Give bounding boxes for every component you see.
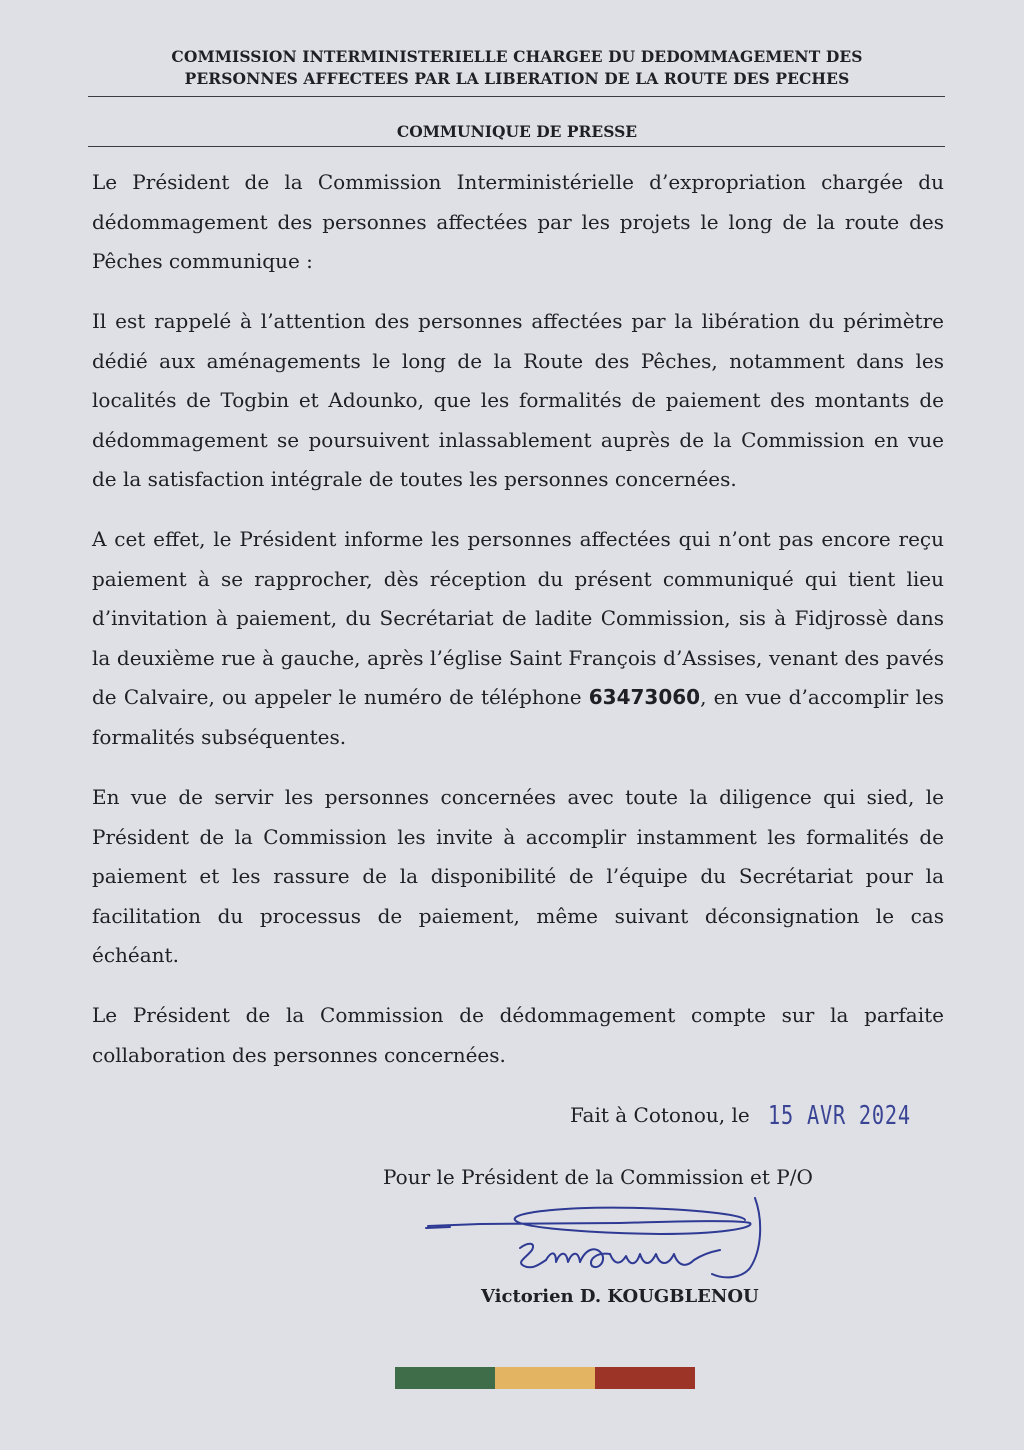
flag-green-stripe	[395, 1367, 495, 1389]
body-paragraph-3	[92, 520, 944, 757]
flag-yellow-stripe	[495, 1367, 595, 1389]
subtitle-divider	[88, 146, 945, 147]
header-title-line-1: COMMISSION INTERMINISTERIELLE CHARGEE DU DEDOMMAGEMENT DES	[171, 47, 863, 66]
national-colors-band	[395, 1367, 695, 1389]
handwritten-signature	[420, 1190, 780, 1295]
signatory-name: Victorien D. KOUGBLENOU	[481, 1286, 759, 1307]
document-subtitle: COMMUNIQUE DE PRESSE	[396, 122, 638, 141]
place-text: Fait à Cotonou, le	[570, 1103, 750, 1127]
paragraph-3-text-end: , en vue d’accomplir les formalités subséquentes.	[92, 685, 945, 749]
phone-number: 63473060	[588, 685, 701, 709]
date-stamp: 15 AVR 2024	[767, 1101, 911, 1131]
document-header	[90, 46, 944, 90]
body-paragraph-2: Il est rappelé à l’attention des personnes affectées par la libération du périmètre dédié aux aménagements le long de la Route des Pêches, notamment dans les localités de Togbin et Adounko, que les formalités de paiement des montants de dédommagement se poursuivent inlassablement auprès de la Commission en vue de la satisfaction intégrale de toutes les personnes concernées.	[92, 309, 944, 491]
flag-red-stripe	[595, 1367, 695, 1389]
header-divider	[88, 96, 945, 97]
paragraph-3-text: A cet effet, le Président informe les personnes affectées qui n’ont pas encore reçu paiement à se rapprocher, dès réception du présent communiqué qui tient lieu d’invitation à paiement, du Secrétariat de ladite Commission, sis à Fidjrossè dans la deuxième rue à gauche, après l’église Saint François d’Assises, venant des pavés de Calvaire, ou appeler le numéro de téléphone	[92, 527, 944, 709]
header-title-line-2: PERSONNES AFFECTEES PAR LA LIBERATION DE LA ROUTE DES PECHES	[184, 69, 850, 88]
body-paragraph-4: En vue de servir les personnes concernées avec toute la diligence qui sied, le Président de la Commission les invite à accomplir instamment les formalités de paiement et les rassure de la disponibilité de l’équipe du Secrétariat pour la facilitation du processus de paiement, même suivant déconsignation le cas échéant.	[92, 785, 944, 967]
place-and-date	[570, 1095, 951, 1135]
body-paragraph-5: Le Président de la Commission de dédommagement compte sur la parfaite collaboration des personnes concernées.	[92, 1003, 944, 1067]
on-behalf-line: Pour le Président de la Commission et P/O	[383, 1165, 813, 1189]
body-paragraph-1: Le Président de la Commission Interministérielle d’expropriation chargée du dédommagement des personnes affectées par les projets le long de la route des Pêches communique :	[92, 170, 944, 273]
